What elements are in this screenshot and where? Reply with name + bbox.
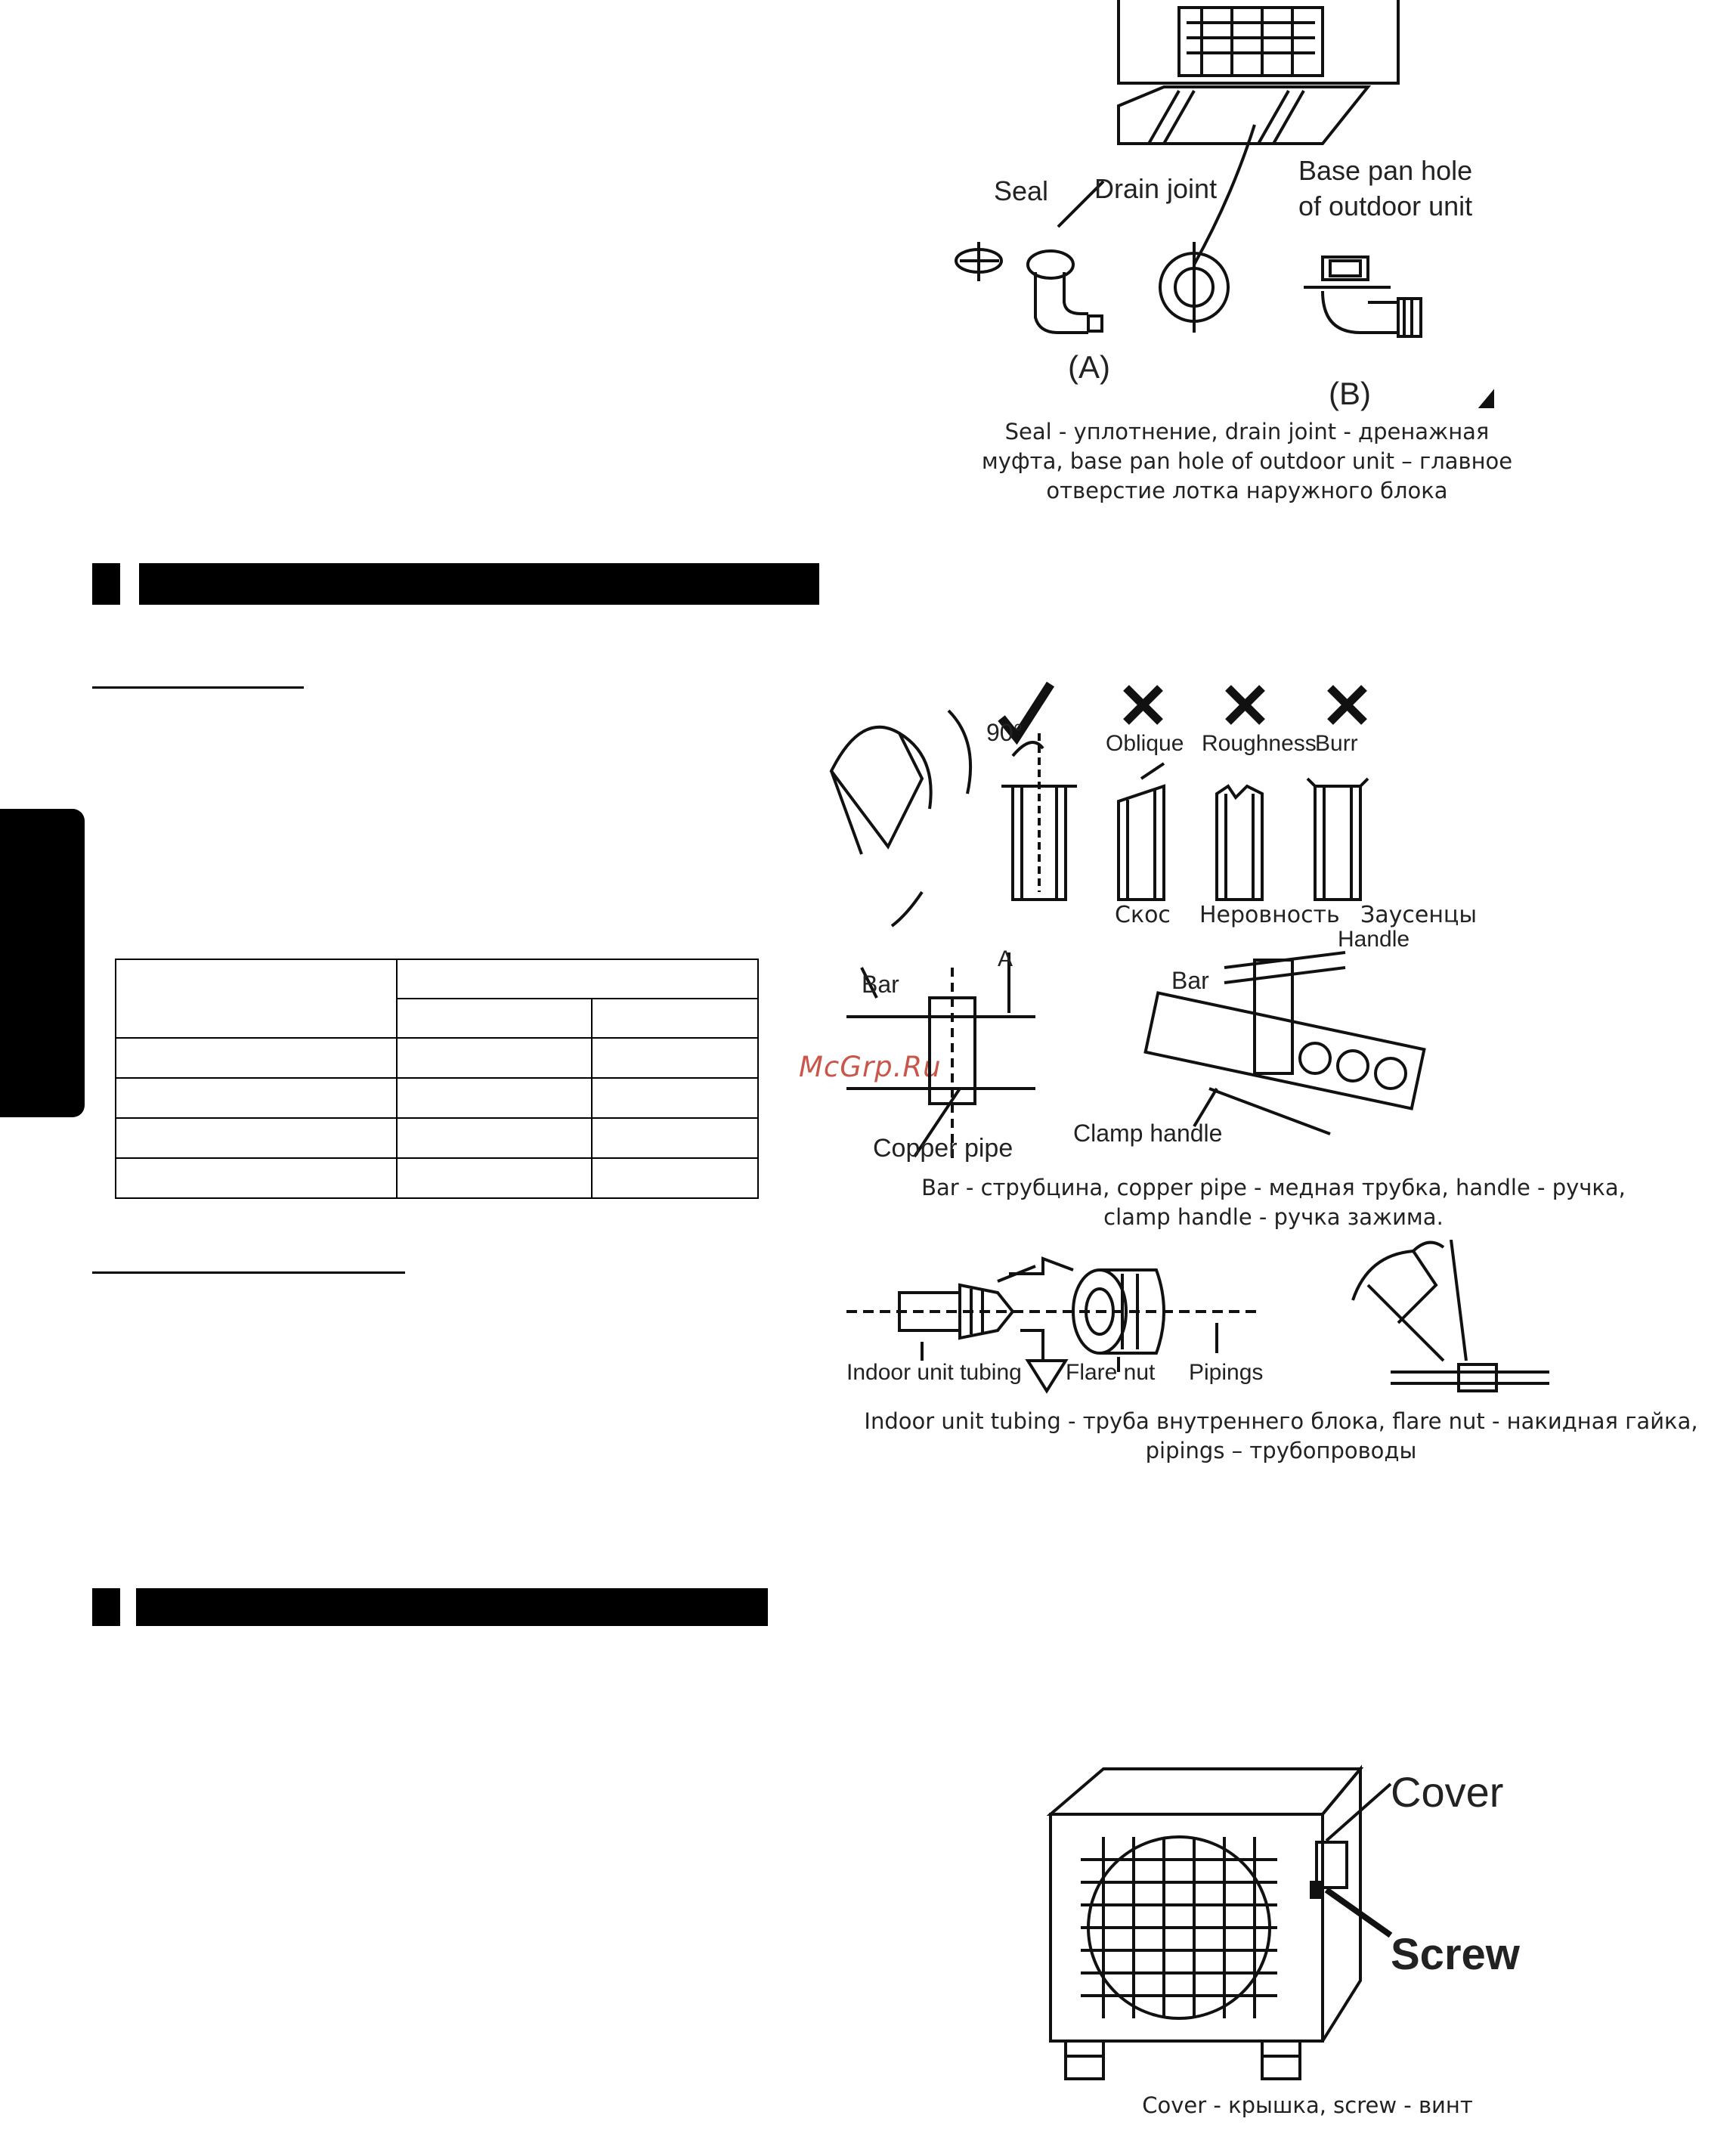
table-header-cell <box>592 999 758 1038</box>
zausentsy-label: Заусенцы <box>1360 902 1478 928</box>
table-header-cell <box>397 959 758 999</box>
section-1-marker <box>92 563 120 605</box>
skos-label: Скос <box>1115 902 1171 928</box>
figure4-caption <box>1035 2091 1580 2120</box>
label-b: (B) <box>1329 376 1371 411</box>
table-row <box>116 1158 758 1198</box>
flare-nut-label: Flare nut <box>1066 1360 1156 1385</box>
seal-label: Seal <box>994 175 1049 206</box>
caption-line: Seal - уплотнение, drain joint - дренажная <box>1004 419 1490 444</box>
table-row <box>116 1118 758 1158</box>
section-2-heading-bar <box>136 1588 768 1626</box>
roughness-label: Roughness <box>1202 731 1317 756</box>
subheading-2-underline <box>92 1271 405 1274</box>
table-header-cell <box>397 999 592 1038</box>
table-row <box>116 1078 758 1118</box>
caption-line: Cover - крышка, screw - винт <box>1142 2092 1473 2118</box>
caption-line: отверстие лотка наружного блока <box>1046 478 1448 503</box>
cover-label: Cover <box>1391 1768 1504 1816</box>
indoor-unit-tubing-label: Indoor unit tubing <box>846 1360 1022 1385</box>
oblique-label: Oblique <box>1106 731 1184 756</box>
table-header-cell <box>116 959 397 1038</box>
caption-line: Bar - струбцина, copper pipe - медная трубка, handle - ручка, <box>921 1175 1626 1200</box>
section-2-marker <box>92 1588 120 1626</box>
angle-label: 90° <box>986 719 1023 746</box>
spec-table <box>115 959 759 1199</box>
clamp-handle-label: Clamp handle <box>1073 1120 1223 1147</box>
nerovnost-label: Неровность <box>1199 902 1340 928</box>
caption-line: муфта, base pan hole of outdoor unit – главное <box>981 448 1513 474</box>
section-1-heading-bar <box>139 563 819 605</box>
figure2-caption <box>839 1173 1708 1232</box>
base-pan-label-1: Base pan hole <box>1298 155 1473 186</box>
figure1-caption <box>869 417 1625 506</box>
watermark: McGrp.Ru <box>799 1051 942 1083</box>
caption-line: pipings – трубопроводы <box>1145 1438 1417 1463</box>
caption-line: clamp handle - ручка зажима. <box>1103 1204 1444 1230</box>
copper-pipe-label: Copper pipe <box>873 1134 1013 1163</box>
figure3-caption <box>839 1407 1723 1466</box>
side-tab <box>0 809 85 1117</box>
pipings-label: Pipings <box>1189 1360 1264 1385</box>
subheading-1-underline <box>92 686 304 689</box>
bar-left-label: Bar <box>862 971 899 998</box>
bar-right-label: Bar <box>1171 967 1209 994</box>
outdoor-unit-figure <box>1035 1754 1580 2101</box>
base-pan-label-2: of outdoor unit <box>1298 190 1473 221</box>
a-label: A <box>998 946 1013 971</box>
handle-label: Handle <box>1338 927 1410 952</box>
label-a: (A) <box>1068 349 1110 385</box>
drain-joint-label: Drain joint <box>1094 173 1218 204</box>
flare-nut-figure <box>839 1240 1595 1410</box>
burr-label: Burr <box>1315 731 1358 756</box>
screw-label: Screw <box>1391 1930 1520 1979</box>
caption-line: Indoor unit tubing - труба внутреннего блока, flare nut - накидная гайка, <box>864 1408 1698 1434</box>
table-row <box>116 1038 758 1078</box>
drain-joint-figure <box>930 0 1519 423</box>
